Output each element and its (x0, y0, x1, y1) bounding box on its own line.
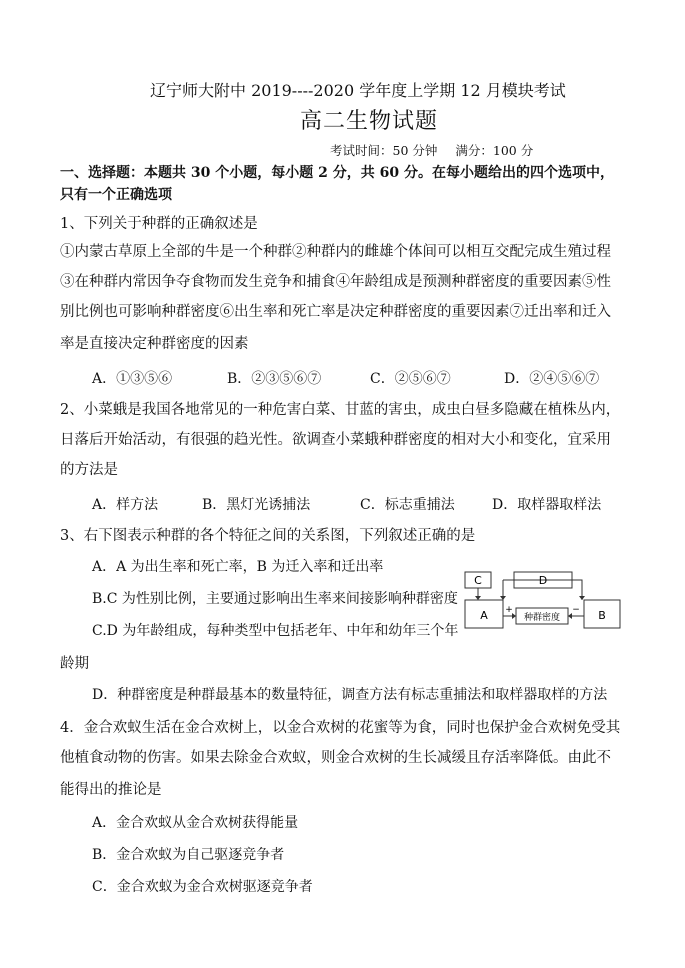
q4-line: 他植食动物的伤害。如果去除金合欢蚁，则金合欢树的生长减缓且存活率降低。由此不 (60, 750, 611, 766)
section-heading-line1: 一、选择题：本题共 30 个小题，每小题 2 分，共 60 分。在每小题给出的四个选项中， (60, 165, 614, 181)
q2-line: 日落后开始活动，有很强的趋光性。欲调查小菜蛾种群密度的相对大小和变化，宜采用 (60, 432, 611, 448)
q2-line: 2、小菜蛾是我国各地常见的一种危害白菜、甘蓝的害虫，成虫白昼多隐藏在植株丛内， (60, 402, 621, 418)
label-density: 种群密度 (523, 613, 561, 623)
q4-line: 4．金合欢蚁生活在金合欢树上，以金合欢树的花蜜等为食，同时也保护金合欢树免受其 (60, 720, 621, 736)
q2-option-d: D．取样器取样法 (492, 497, 602, 513)
exam-subtitle: 高二生物试题 (300, 109, 439, 134)
q2-option-a: A．样方法 (92, 497, 159, 513)
q1-option-a: A．①③⑤⑥ (92, 371, 173, 387)
q3-option-a: A．A 为出生率和死亡率，B 为迁入率和迁出率 (92, 559, 384, 575)
q2-option-c: C．标志重捕法 (360, 497, 455, 513)
q1-line: ③在种群内常因争夺食物而发生竞争和捕食④年龄组成是预测种群密度的重要因素⑤性 (60, 274, 611, 290)
q4-option-c: C．金合欢蚁为金合欢树驱逐竞争者 (92, 879, 313, 895)
q1-line: 率是直接决定种群密度的因素 (60, 336, 249, 352)
q3-option-b: B.C 为性别比例，主要通过影响出生率来间接影响种群密度 (92, 591, 458, 607)
q1-line: ①内蒙古草原上全部的牛是一个种群②种群内的雌雄个体间可以相互交配完成生殖过程 (60, 244, 611, 260)
label-d: D (538, 574, 548, 587)
arrowhead (475, 596, 481, 600)
q1-stem: 1、下列关于种群的正确叙述是 (60, 216, 258, 232)
label-a: A (480, 609, 488, 622)
q2-line: 的方法是 (60, 462, 118, 478)
label-minus: − (572, 605, 580, 615)
q4-option-a: A．金合欢蚁从金合欢树获得能量 (92, 815, 299, 831)
arrowhead (500, 596, 506, 600)
q4-option-b: B．金合欢蚁为自己驱逐竞争者 (92, 847, 285, 863)
q2-option-b: B．黑灯光诱捕法 (202, 497, 311, 513)
population-feature-diagram (462, 570, 622, 632)
q4-line: 能得出的推论是 (60, 782, 162, 798)
exam-score: 满分：100 分 (455, 143, 534, 158)
exam-time: 考试时间：50 分钟 (330, 143, 438, 158)
exam-title: 辽宁师大附中 2019----2020 学年度上学期 12 月模块考试 (150, 81, 566, 100)
q3-option-c-cont: 龄期 (60, 656, 89, 672)
label-b: B (598, 609, 606, 622)
q3-option-d: D．种群密度是种群最基本的数量特征，调查方法有标志重捕法和取样器取样的方法 (92, 687, 608, 703)
exam-meta (330, 141, 533, 159)
q1-option-d: D．②④⑤⑥⑦ (504, 371, 600, 387)
q3-stem: 3、右下图表示种群的各个特征之间的关系图，下列叙述正确的是 (60, 528, 476, 544)
label-plus: + (505, 605, 513, 615)
section-heading-line2: 只有一个正确选项 (60, 187, 172, 203)
q1-option-c: C．②⑤⑥⑦ (370, 371, 451, 387)
q1-option-b: B．②③⑤⑥⑦ (227, 371, 322, 387)
arrowhead (579, 596, 585, 600)
label-c: C (474, 574, 482, 587)
q1-line: 别比例也可影响种群密度⑥出生率和死亡率是决定种群密度的重要因素⑦迁出率和迁入 (60, 304, 611, 320)
q3-option-c: C.D 为年龄组成，每种类型中包括老年、中年和幼年三个年 (92, 623, 459, 639)
